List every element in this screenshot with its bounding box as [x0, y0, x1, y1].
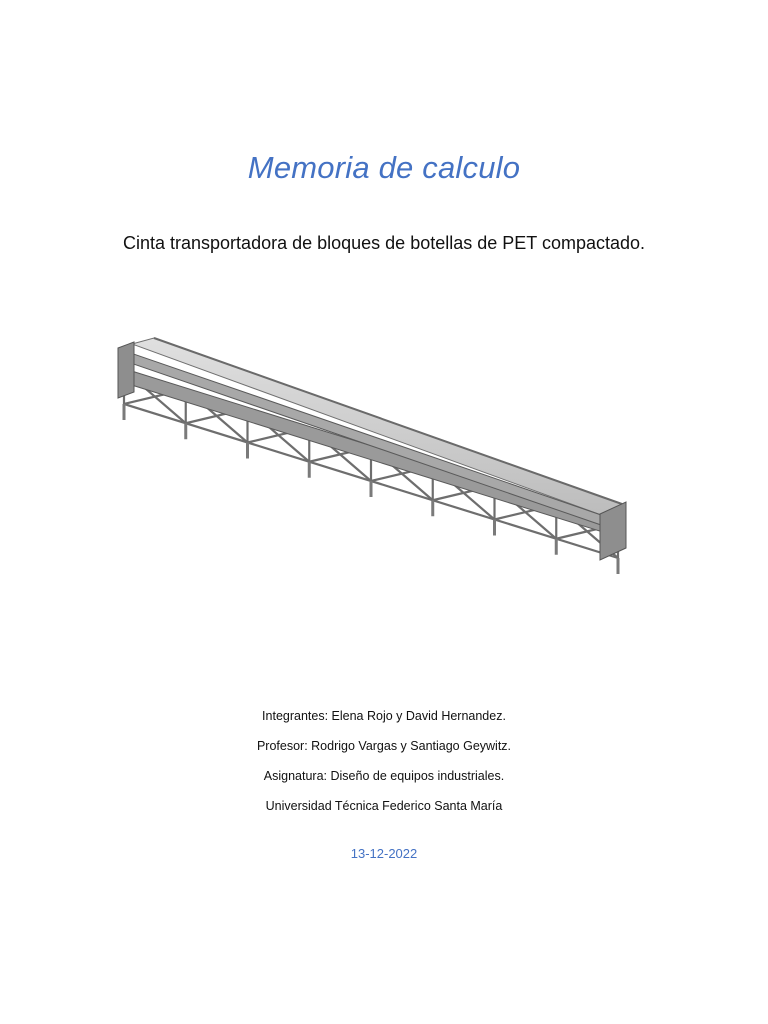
left-end-frame — [118, 342, 134, 398]
page-title: Memoria de calculo — [247, 150, 521, 185]
page-subtitle: Cinta transportadora de bloques de botellas de PET compactado. — [123, 233, 645, 253]
upper-side-rail — [122, 350, 604, 526]
credits-block — [0, 707, 768, 827]
document-date: 13-12-2022 — [350, 846, 418, 861]
university-line: Universidad Técnica Federico Santa María — [265, 799, 503, 813]
professor-line: Profesor: Rodrigo Vargas y Santiago Geywitz. — [256, 739, 512, 753]
lower-side-rail — [122, 368, 622, 538]
conveyor-structure — [118, 338, 626, 574]
course-line: Asignatura: Diseño de equipos industriales. — [263, 769, 505, 783]
members-line: Integrantes: Elena Rojo y David Hernandez. — [262, 709, 506, 723]
conveyor-belt-illustration — [110, 326, 640, 578]
belt-surface — [132, 338, 622, 516]
